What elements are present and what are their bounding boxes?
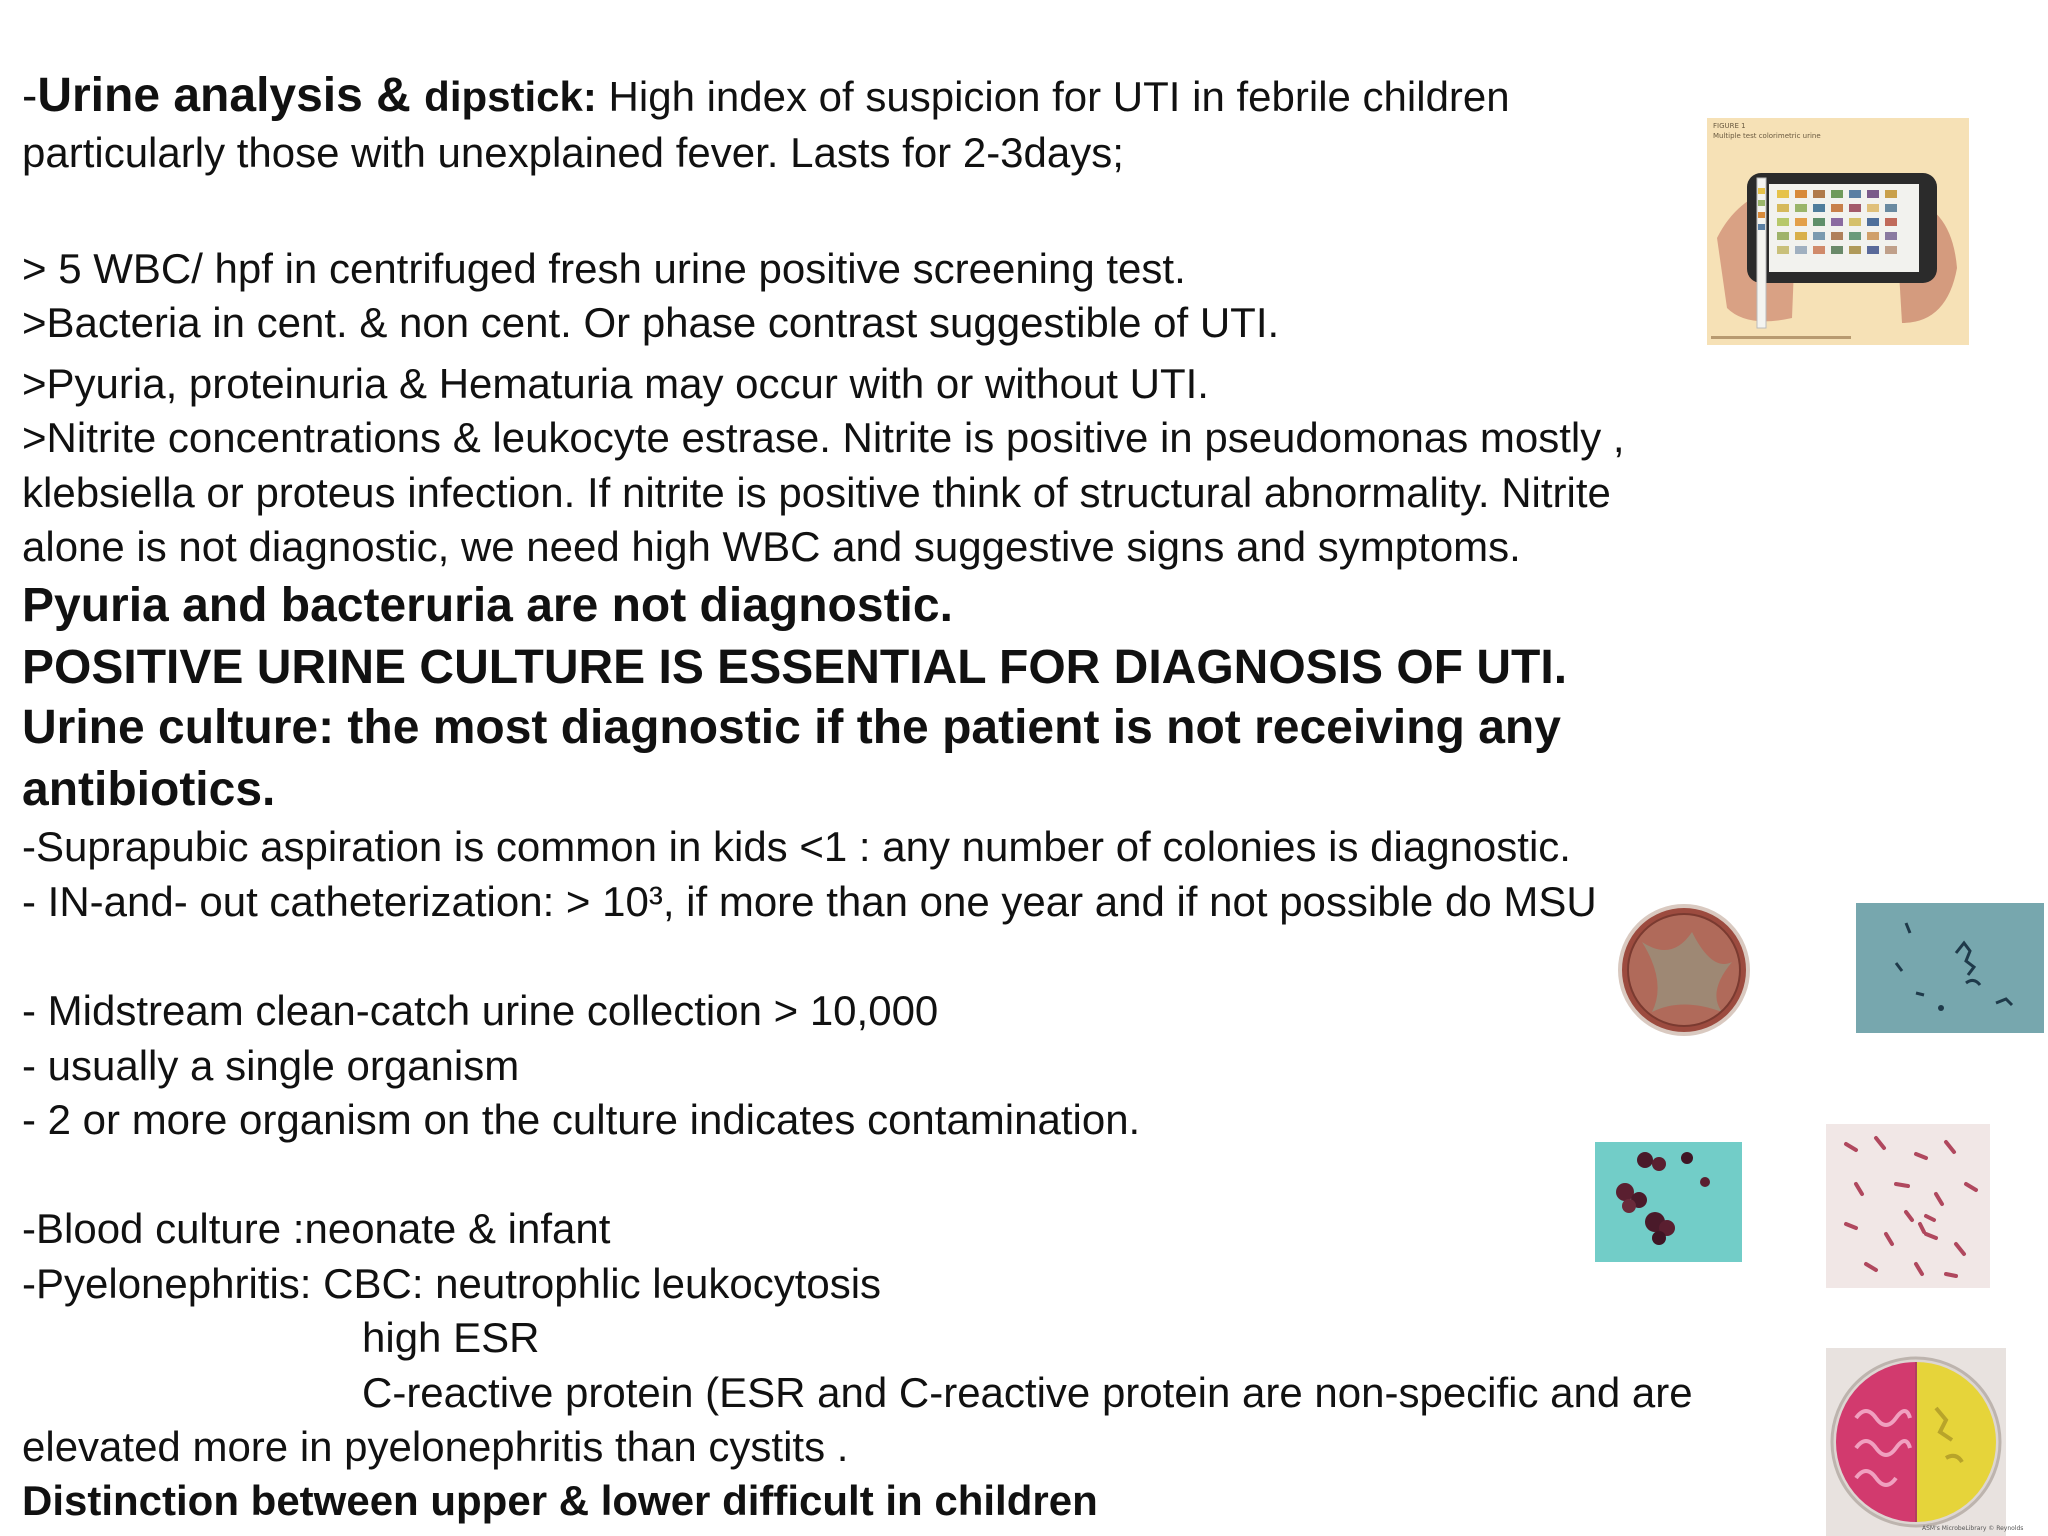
intro-text: High index of suspicion for UTI in febrile children (596, 73, 1510, 120)
pyelonephritis-cbc: -Pyelonephritis: CBC: neutrophlic leukocytosis (22, 1260, 882, 1307)
bullet-wbc: > 5 WBC/ hpf in centrifuged fresh urine positive screening test. (22, 245, 1186, 292)
gram-stain-micrograph (1826, 1124, 1990, 1288)
intro-line (22, 68, 1510, 124)
collection-catheterization: - IN-and- out catheterization: > 10³, if more than one year and if not possible do MSU (22, 878, 1597, 925)
dipstick-photo (1707, 118, 1969, 345)
pyelonephritis-elevated: elevated more in pyelonephritis than cystits . (22, 1423, 849, 1470)
agar-plate-photo (1612, 902, 1760, 1040)
statement-pyuria: Pyuria and bacteruria are not diagnostic. (22, 579, 953, 632)
collection-single-organism: - usually a single organism (22, 1042, 520, 1089)
bullet-nitrite: >Nitrite concentrations & leukocyte estrase. Nitrite is positive in pseudomonas mostly , (22, 414, 1625, 461)
collection-suprapubic: -Suprapubic aspiration is common in kids <1 : any number of colonies is diagnostic. (22, 823, 1571, 870)
bullet-pyuria: >Pyuria, proteinuria & Hematuria may occur with or without UTI. (22, 360, 1209, 407)
agar-credit: ASM's MicrobeLibrary © Reynolds (1922, 1525, 2024, 1532)
split-agar-plate-photo (1826, 1348, 2024, 1536)
blood-culture: -Blood culture :neonate & infant (22, 1205, 611, 1252)
intro-heading: Urine analysis & (37, 69, 425, 122)
intro-heading-dipstick: dipstick: (424, 73, 597, 120)
intro-line-2: particularly those with unexplained fever. Lasts for 2-3days; (22, 129, 1124, 176)
pyelonephritis-esr: high ESR (362, 1314, 540, 1361)
statement-culture-essential: POSITIVE URINE CULTURE IS ESSENTIAL FOR DIAGNOSIS OF UTI. (22, 641, 1568, 694)
bullet-bacteria: >Bacteria in cent. & non cent. Or phase contrast suggestible of UTI. (22, 299, 1280, 346)
pyelonephritis-crp: C-reactive protein (ESR and C-reactive protein are non-specific and are (362, 1369, 1693, 1416)
collection-midstream: - Midstream clean-catch urine collection > 10,000 (22, 987, 939, 1034)
statement-antibiotics: antibiotics. (22, 763, 276, 816)
phase-contrast-micrograph (1856, 903, 2044, 1033)
intro-dash: - (22, 69, 38, 121)
collection-contamination: - 2 or more organism on the culture indicates contamination. (22, 1096, 1141, 1143)
svg-text:FIGURE 1: FIGURE 1 (1713, 122, 1746, 130)
conclusion-text: Distinction between upper & lower difficult in children (22, 1477, 1098, 1524)
dipstick-caption: Multiple test colorimetric urine (1713, 132, 1821, 140)
stained-cells-micrograph (1595, 1142, 1742, 1262)
statement-urine-culture: Urine culture: the most diagnostic if the patient is not receiving any (22, 701, 1561, 754)
bullet-nitrite-3: alone is not diagnostic, we need high WBC and suggestive signs and symptoms. (22, 523, 1521, 570)
bullet-nitrite-2: klebsiella or proteus infection. If nitrite is positive think of structural abnormality. Nitrite (22, 469, 1611, 516)
